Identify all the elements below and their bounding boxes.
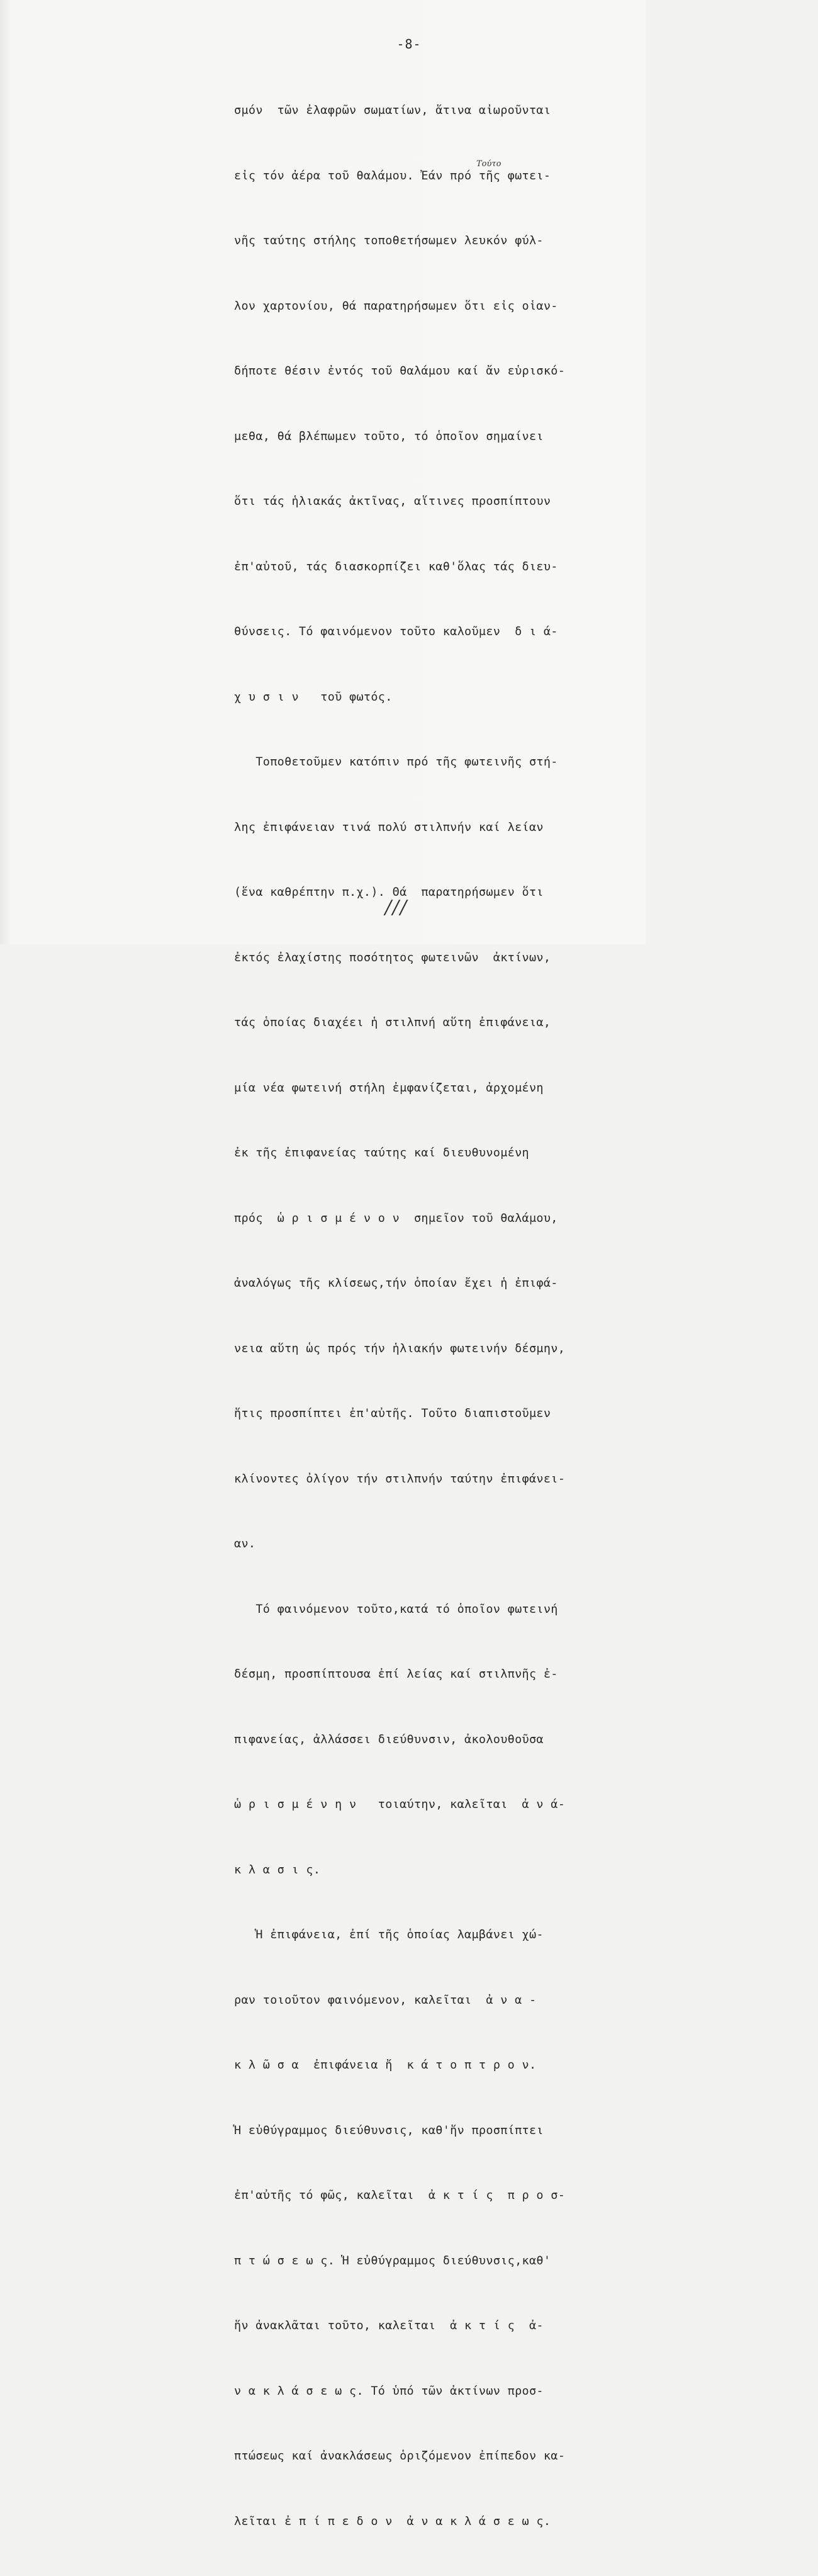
text-line: Τοποθετοῦμεν κατόπιν πρό τῆς φωτεινῆς στή- xyxy=(234,755,558,769)
text-line: ὡ ρ ι σ μ έ ν η ν τοιαύτην, καλεῖται ἀ ν ά- xyxy=(234,1798,566,1811)
text-line: (ἕνα καθρέπτην π.χ.). Θά παρατηρήσωμεν ὅτι xyxy=(234,886,544,899)
text-line: π τ ώ σ ε ω ς. Ἡ εὐθύγραμμος διεύθυνσις,καθ' xyxy=(234,2254,551,2268)
text-line: ἐκτός ἐλαχίστης ποσότητος φωτεινῶν ἀκτίνων, xyxy=(234,951,551,964)
text-line: πιφανείας, ἀλλάσσει διεύθυνσιν, ἀκολουθοῦσα xyxy=(234,1732,544,1746)
text-line: λης ἐπιφάνειαν τινά πολύ στιλπνήν καί λείαν xyxy=(234,820,544,834)
text-line: ἥτις προσπίπτει ἐπ'αὐτῆς. Τοῦτο διαπιστοῦμεν xyxy=(234,1407,551,1420)
text-line: μεθα, θά βλέπωμεν τοῦτο, τό ὁποῖον σημαίνει xyxy=(234,429,544,443)
body-text xyxy=(234,57,624,2576)
text-line: λον χαρτονίου, θά παρατηρήσωμεν ὅτι εἰς οἱαν- xyxy=(234,299,558,313)
handwritten-correction: Τούτο xyxy=(476,159,501,169)
text-line: ὅτι τάς ἡλιακάς ἀκτῖνας, αἵτινες προσπίπτουν xyxy=(234,495,551,508)
text-line: κ λ ῶ σ α ἐπιφάνεια ἤ κ ά τ ο π τ ρ ο ν. xyxy=(234,2059,537,2072)
text-line: χ υ σ ι ν τοῦ φωτός. xyxy=(234,690,393,704)
text-line: κλίνοντες ὀλίγον τήν στιλπνήν ταύτην ἐπιφάνει- xyxy=(234,1472,566,1486)
text-line: θύνσεις. Τό φαινόμενον τοῦτο καλοῦμεν δ ι ά- xyxy=(234,625,558,638)
text-line: ἐκ τῆς ἐπιφανείας ταύτης καί διευθυνομένη xyxy=(234,1146,529,1160)
text-line: σμόν τῶν ἐλαφρῶν σωματίων, ἅτινα αἰωροῦνται xyxy=(234,104,551,117)
text-line: τάς ὁποίας διαχέει ἡ στιλπνή αὕτη ἐπιφάνεια, xyxy=(234,1016,551,1029)
text-line: πτώσεως καί ἀνακλάσεως ὁριζόμενον ἐπίπεδον κα- xyxy=(234,2449,566,2463)
end-mark: /// xyxy=(384,896,408,918)
text-line: αν. xyxy=(234,1537,256,1551)
page-number: -8- xyxy=(396,37,422,52)
text-line: νεια αὕτη ὡς πρός τήν ἡλιακήν φωτεινήν δέσμην, xyxy=(234,1342,566,1355)
text-line: ν α κ λ ά σ ε ω ς. Τό ὑπό τῶν ἀκτίνων προσ- xyxy=(234,2384,544,2398)
text-line: ἥν ἀνακλᾶται τοῦτο, καλεῖται ἀ κ τ ί ς ἀ- xyxy=(234,2319,544,2332)
text-line: Ἡ ἐπιφάνεια, ἐπί τῆς ὁποίας λαμβάνει χώ- xyxy=(234,1928,544,1941)
text-line: ἀναλόγως τῆς κλίσεως,τήν ὁποίαν ἔχει ἡ ἐπιφά- xyxy=(234,1277,558,1290)
text-line: ἐπ'αὐτοῦ, τάς διασκορπίζει καθ'ὅλας τάς διευ- xyxy=(234,560,558,573)
text-line: δήποτε θέσιν ἐντός τοῦ θαλάμου καί ἄν εὑρισκό- xyxy=(234,364,566,378)
text-line: νῆς ταύτης στήλης τοποθετήσωμεν λευκόν φύλ- xyxy=(234,234,544,247)
text-line: μία νέα φωτεινή στήλη ἐμφανίζεται, ἀρχομένη xyxy=(234,1081,544,1095)
text-line: λεῖται ἐ π ί π ε δ ο ν ἀ ν α κ λ ά σ ε ω ς. xyxy=(234,2514,551,2528)
text-line: ραν τοιοῦτον φαινόμενον, καλεῖται ἀ ν α - xyxy=(234,1993,537,2007)
text-line: ἐπ'αὐτῆς τό φῶς, καλεῖται ἀ κ τ ί ς π ρ ο σ- xyxy=(234,2189,566,2202)
text-line: εἰς τόν ἀέρα τοῦ θαλάμου. Ἐάν πρό τῆς φωτει- xyxy=(234,169,551,183)
text-line: κ λ α σ ι ς. xyxy=(234,1863,321,1877)
text-line: δέσμη, προσπίπτουσα ἐπί λείας καί στιλπνῆς ἐ- xyxy=(234,1668,558,1681)
text-line: Ἡ εὐθύγραμμος διεύθυνσις, καθ'ἥν προσπίπτει xyxy=(234,2123,544,2137)
text-line: πρός ὡ ρ ι σ μ έ ν ο ν σημεῖον τοῦ θαλάμου, xyxy=(234,1211,558,1225)
text-line: Τό φαινόμενον τοῦτο,κατά τό ὁποῖον φωτεινή xyxy=(234,1602,558,1616)
